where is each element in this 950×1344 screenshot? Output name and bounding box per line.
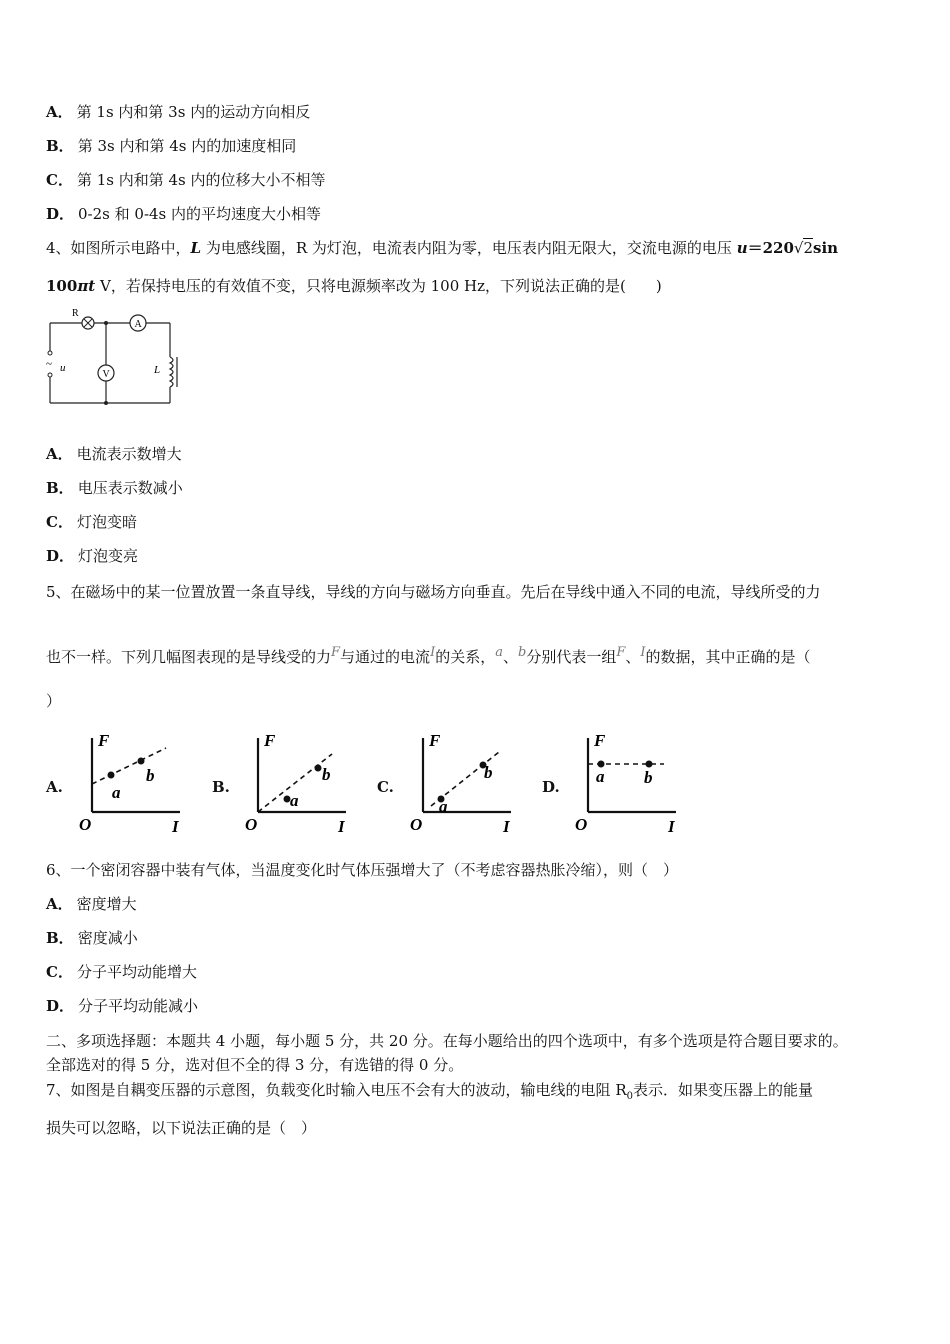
q6-option-d: D． 分子平均动能减小 (46, 997, 199, 1015)
q4-option-a: A． 电流表示数增大 (46, 445, 182, 463)
graph-b-point-b (315, 765, 322, 772)
graph-d-point-b (646, 761, 653, 768)
q6-stem: 6、一个密闭容器中装有气体，当温度变化时气体压强增大了（不考虑容器热胀冷缩），则（ ） (46, 861, 679, 879)
svg-text:a: a (290, 791, 299, 810)
q5-stem-line2: 也不一样。下列几幅图表现的是导线受的力$^F$与通过的电流$^I$的关系，$^a$、$^b$分别代表一组$^F$、$^I$的数据，其中正确的是（ (46, 645, 811, 666)
graph-c-letter: C. (377, 778, 394, 796)
q3-option-c: C． 第 1s 内和第 4s 内的位移大小不相等 (46, 171, 326, 189)
graph-c (405, 728, 517, 836)
q4-circuit-diagram (40, 305, 180, 411)
graph-a-point-b (138, 758, 145, 765)
section2-line2: 全部选对的得 5 分，选对但不全的得 3 分，有选错的得 0 分。 (46, 1056, 464, 1074)
q7-stem-line2: 损失可以忽略，以下说法正确的是（ ） (46, 1119, 317, 1137)
q4-option-c: C． 灯泡变暗 (46, 513, 137, 531)
graph-a (74, 728, 186, 836)
graph-d (570, 728, 682, 836)
voltmeter-icon (98, 365, 114, 381)
svg-text:A: A (134, 319, 142, 330)
svg-text:b: b (322, 765, 331, 784)
q7-stem-line1: 7、如图是自耦变压器的示意图，负载变化时输入电压不会有大的波动，输电线的电阻 $R_0$表示．如果变压器上的能量 (46, 1081, 814, 1102)
q6-option-c: C． 分子平均动能增大 (46, 963, 197, 981)
graph-a-letter: A. (46, 778, 63, 796)
graph-b-letter: B. (212, 778, 230, 796)
svg-text:I: I (668, 817, 675, 836)
graph-d-letter: D. (542, 778, 560, 796)
q3-option-b: B． 第 3s 内和第 4s 内的加速度相同 (46, 137, 297, 155)
svg-text:I: I (338, 817, 345, 836)
svg-text:a: a (596, 767, 605, 786)
svg-text:a: a (112, 783, 121, 802)
q4-stem-line2: 100πt V，若保持电压的有效值不变，只将电源频率改为 100 Hz，下列说法正确的是( ) (46, 277, 662, 295)
q6-option-b: B． 密度减小 (46, 929, 138, 947)
svg-text:F: F (429, 731, 441, 750)
circuit-label-l: L (154, 364, 161, 376)
circuit-label-r: R (72, 308, 79, 319)
graph-b (240, 728, 352, 836)
ac-source-icon: ~ (46, 358, 52, 370)
svg-text:b: b (484, 763, 493, 782)
section2-line1: 二、多项选择题：本题共 4 小题，每小题 5 分，共 20 分。在每小题给出的四个选项中，有多个选项是符合题目要求的。 (46, 1032, 848, 1050)
lamp-icon (82, 317, 94, 329)
q3-option-a: A． 第 1s 内和第 3s 内的运动方向相反 (46, 103, 311, 121)
svg-text:V: V (102, 369, 110, 380)
q5-stem-line1: 5、在磁场中的某一位置放置一条直导线，导线的方向与磁场方向垂直。先后在导线中通入不同的电流，导线所受的力 (46, 583, 821, 601)
svg-text:I: I (503, 817, 510, 836)
svg-text:a: a (439, 797, 448, 816)
q6-option-a: A． 密度增大 (46, 895, 137, 913)
svg-text:O: O (410, 815, 423, 834)
q4-option-d: D． 灯泡变亮 (46, 547, 139, 565)
svg-text:F: F (594, 731, 606, 750)
svg-text:b: b (146, 766, 155, 785)
q5-stem-line3: ） (46, 692, 62, 710)
svg-text:b: b (644, 768, 653, 787)
svg-text:O: O (79, 815, 92, 834)
graph-a-point-a (108, 772, 115, 779)
svg-text:F: F (98, 731, 110, 750)
sqrt-symbol: √2 (793, 239, 814, 257)
q4-stem-line1: 4、如图所示电路中，L 为电感线圈，R 为灯泡，电流表内阻为零，电压表内阻无限大，交流电源的电压 u＝220√2sin (46, 239, 839, 257)
circuit-label-u: u (60, 362, 66, 374)
ammeter-icon (130, 315, 146, 331)
svg-text:O: O (245, 815, 258, 834)
q4-option-b: B． 电压表示数减小 (46, 479, 183, 497)
svg-text:F: F (264, 731, 276, 750)
svg-text:I: I (172, 817, 179, 836)
svg-text:O: O (575, 815, 588, 834)
q3-option-d: D． 0-2s 和 0-4s 内的平均速度大小相等 (46, 205, 322, 223)
